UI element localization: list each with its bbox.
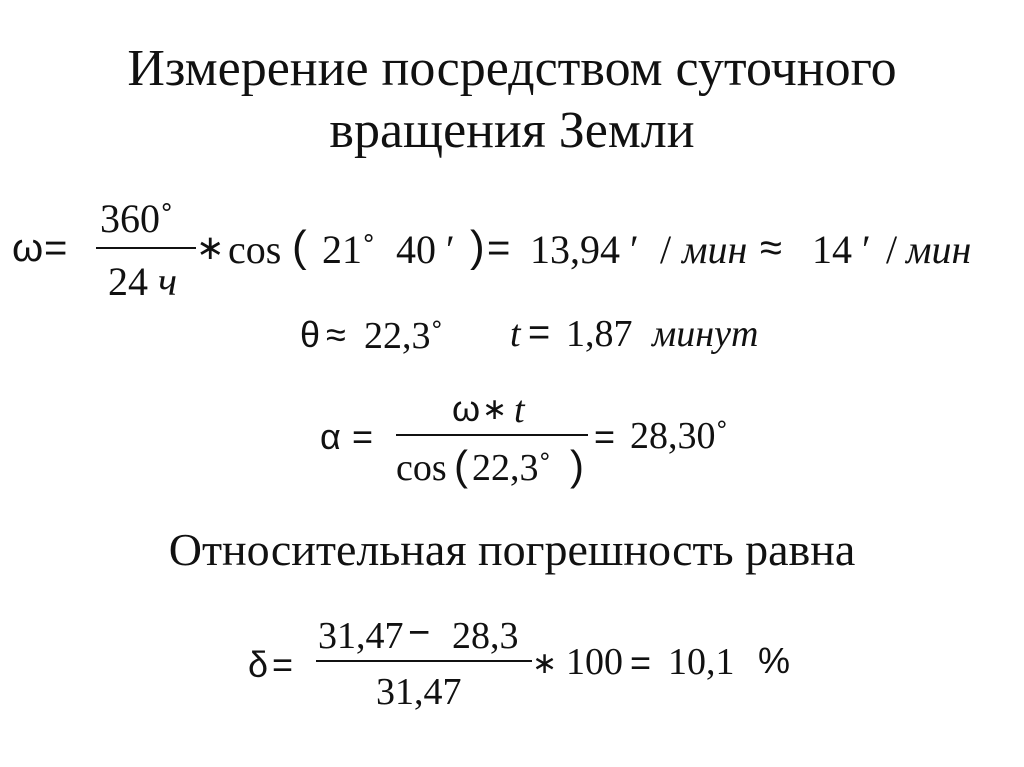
numerator-multiply: ∗: [482, 393, 508, 426]
slash: /: [660, 227, 672, 272]
fraction-bar: [396, 434, 588, 436]
t-value: 1,87: [566, 313, 633, 355]
equals-sign: =: [44, 226, 68, 270]
hundred: 100: [566, 641, 623, 683]
numerator-b: 28,3: [452, 615, 519, 657]
rounded-value: 14 ′: [812, 227, 871, 272]
numerator-omega: ω: [452, 388, 481, 429]
theta-symbol: θ: [300, 314, 321, 355]
t-unit: минут: [652, 313, 759, 355]
theta-value: 22,3˚: [364, 315, 444, 357]
numerator-a: 31,47: [318, 615, 404, 657]
denominator-left-paren: (: [454, 442, 468, 489]
title-line-2: вращения Земли: [329, 102, 695, 159]
cos-function: cos: [228, 227, 282, 272]
equals-sign: =: [352, 416, 374, 457]
relative-error-heading: Относительная погрешность равна: [168, 524, 856, 575]
equals-sign-2: =: [630, 642, 652, 683]
denominator-right-paren: ): [570, 442, 584, 489]
slash-2: /: [886, 227, 898, 272]
equals-sign-2: =: [487, 226, 511, 270]
minus-sign: −: [408, 612, 431, 654]
slide-title: [0, 38, 1024, 162]
denominator: 31,47: [376, 671, 462, 713]
result-value: 13,94 ′: [530, 227, 639, 272]
numerator-t: t: [514, 389, 525, 431]
delta-symbol: δ: [248, 644, 269, 685]
right-paren: ): [470, 222, 485, 271]
denominator-angle: 22,3˚: [472, 447, 552, 489]
multiply-sign: ∗: [196, 230, 225, 267]
denominator-cos: cos: [396, 447, 447, 489]
approx-sign: ≈: [326, 314, 346, 355]
equals-sign-2: =: [594, 416, 616, 457]
fraction-bar: [316, 660, 532, 662]
unit-minute: мин: [682, 227, 748, 272]
alpha-symbol: α: [320, 416, 341, 457]
equals-sign: =: [528, 312, 551, 354]
fraction-bar: [96, 247, 196, 249]
fraction-denominator-unit: ч: [158, 259, 178, 304]
fraction-denominator-value: 24: [108, 259, 148, 304]
angle-degrees: 21˚: [322, 227, 376, 272]
equals-sign: =: [272, 644, 294, 685]
alpha-result: 28,30˚: [630, 415, 729, 457]
unit-minute-2: мин: [906, 227, 972, 272]
fraction-numerator: 360˚: [100, 196, 174, 241]
title-line-1: Измерение посредством суточного: [127, 40, 897, 97]
percent-sign: %: [758, 640, 791, 681]
left-paren: (: [292, 222, 307, 271]
approx-sign: ≈: [760, 226, 782, 270]
multiply-sign: ∗: [532, 647, 558, 680]
angle-minutes: 40 ′: [396, 227, 455, 272]
t-symbol: t: [510, 313, 521, 355]
delta-result: 10,1: [668, 641, 735, 683]
omega-symbol: ω: [12, 226, 44, 270]
